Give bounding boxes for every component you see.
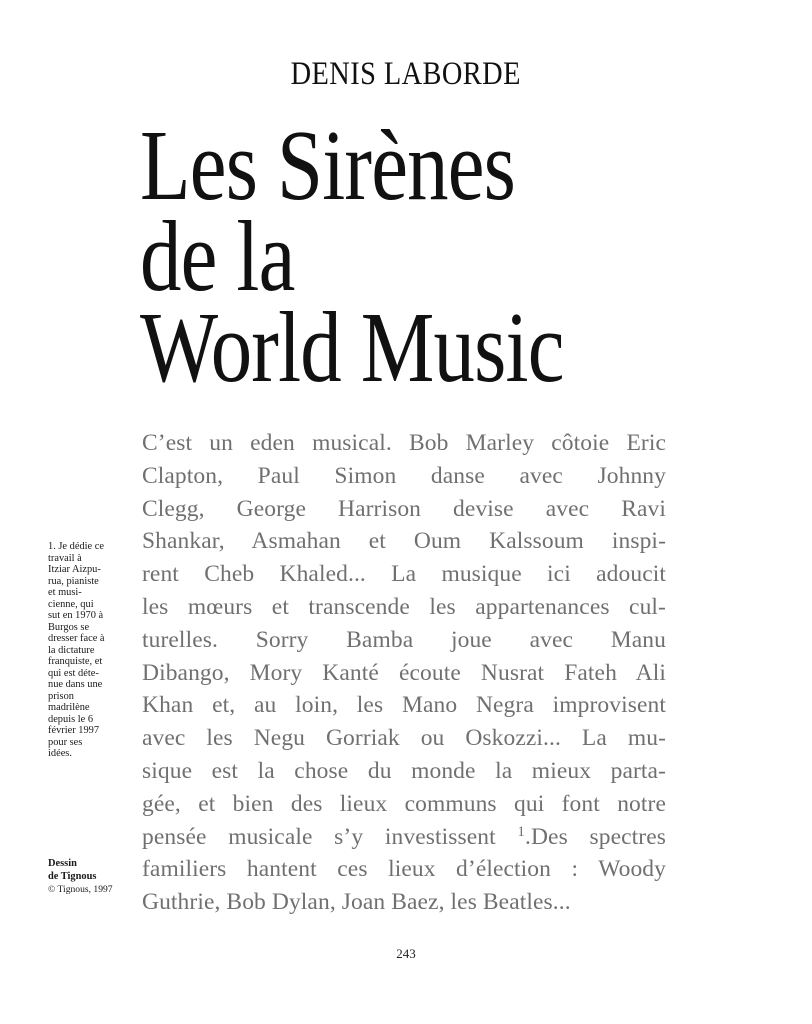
body-line: C’est un eden musical. Bob Marley côtoie Eric <box>142 430 666 456</box>
body-line: Shankar, Asmahan et Oum Kalssoum inspi- <box>142 528 666 555</box>
copyright-notice: © Tignous, 1997 <box>48 884 113 895</box>
footnote <box>48 541 128 760</box>
body-text <box>142 427 666 919</box>
footnote-line: février 1997 <box>48 725 100 736</box>
footnote-line: qui est déte- <box>48 667 99 679</box>
footnote-line: travail à <box>48 552 82 564</box>
body-line: rent Cheb Khaled... La musique ici adoucit <box>142 561 666 588</box>
body-line: les mœurs et transcende les appartenances cul- <box>142 593 666 620</box>
footnote-line: rua, pianiste <box>48 575 99 587</box>
body-line: avec les Negu Gorriak ou Oskozzi... La mu- <box>142 725 666 752</box>
footnote-line: nue dans une <box>48 679 103 690</box>
title-line-3: World Music <box>140 291 564 403</box>
footnote-line: Itziar Aizpu- <box>48 564 101 575</box>
body-line: Clegg, George Harrison devise avec Ravi <box>142 495 666 522</box>
body-line: turelles. Sorry Bamba joue avec Manu <box>142 626 666 653</box>
footnote-line: idées. <box>48 748 72 759</box>
footnote-line: la dictature <box>48 644 95 656</box>
body-line-tail: .Des spectres <box>525 823 666 850</box>
illustration-credit <box>48 857 138 896</box>
body-line-text: pensée musicale s’y investissent <box>142 823 496 850</box>
body-line: sique est la chose du monde la mieux parta- <box>142 757 666 784</box>
title-line-1: Les Sirènes <box>140 109 516 221</box>
body-line: Dibango, Mory Kanté écoute Nusrat Fateh Ali <box>142 659 666 686</box>
footnote-line: cienne, qui <box>48 598 94 610</box>
footnote-line: pour ses <box>48 736 83 748</box>
body-line-with-footnote <box>142 821 666 854</box>
footnote-line: madrilène <box>48 702 90 713</box>
credit-line-1: Dessin <box>48 858 77 869</box>
body-line: Guthrie, Bob Dylan, Joan Baez, les Beatles... <box>142 889 571 916</box>
body-line: Khan et, au loin, les Mano Negra improvisent <box>142 692 666 719</box>
footnote-reference[interactable]: 1 <box>517 823 526 840</box>
footnote-line: sut en 1970 à <box>48 610 104 621</box>
footnote-line: 1. Je dédie ce <box>48 541 104 552</box>
body-line: Clapton, Paul Simon danse avec Johnny <box>142 462 666 489</box>
article-title <box>140 109 564 403</box>
footnote-line: prison <box>48 690 74 702</box>
credit-line-2: de Tignous <box>48 871 97 882</box>
footnote-line: Burgos se <box>48 621 90 633</box>
author-name: DENIS LABORDE <box>290 56 521 92</box>
footnote-line: dresser face à <box>48 633 105 644</box>
body-line: gée, et bien des lieux communs qui font notre <box>142 790 666 817</box>
footnote-line: et musi- <box>48 587 82 598</box>
page-number: 243 <box>396 946 416 961</box>
footnote-line: franquiste, et <box>48 656 103 667</box>
body-line: familiers hantent ces lieux d’élection : Woody <box>142 856 666 883</box>
footnote-line: depuis le 6 <box>48 713 94 725</box>
title-line-2: de la <box>140 200 295 312</box>
